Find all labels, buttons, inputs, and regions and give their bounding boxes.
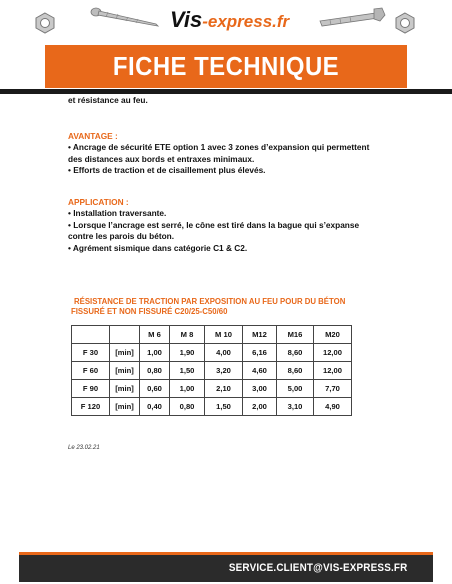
table-cell: F 30 bbox=[72, 344, 110, 362]
table-cell: [min] bbox=[110, 362, 140, 380]
footer bbox=[19, 555, 433, 582]
contact-email-link[interactable]: SERVICE.CLIENT@VIS-EXPRESS.FR bbox=[228, 562, 407, 574]
table-cell: F 120 bbox=[72, 398, 110, 416]
table-cell: 3,00 bbox=[243, 380, 277, 398]
application-line: • Agrément sismique dans catégorie C1 & C2. bbox=[68, 242, 248, 253]
table-header-row bbox=[72, 326, 352, 344]
intro-line: et résistance au feu. bbox=[68, 95, 148, 105]
table-cell: 8,60 bbox=[277, 344, 314, 362]
table-cell: 1,50 bbox=[170, 362, 205, 380]
header bbox=[0, 0, 452, 42]
header-cell: M12 bbox=[243, 326, 277, 344]
table-cell: 4,90 bbox=[314, 398, 352, 416]
table-cell: 7,70 bbox=[314, 380, 352, 398]
table-cell: F 60 bbox=[72, 362, 110, 380]
table-cell: 8,60 bbox=[277, 362, 314, 380]
table-cell: 6,16 bbox=[243, 344, 277, 362]
table-row bbox=[72, 362, 352, 380]
nut-icon bbox=[34, 12, 56, 34]
table-title-line: FISSURÉ ET NON FISSURÉ C20/25-C50/60 bbox=[71, 307, 228, 316]
header-cell: M 10 bbox=[205, 326, 243, 344]
screw-icon bbox=[90, 6, 160, 28]
table-cell: 2,00 bbox=[243, 398, 277, 416]
logo-vis-text: Vis bbox=[170, 7, 203, 32]
table-cell: 1,00 bbox=[140, 344, 170, 362]
application-heading: APPLICATION : bbox=[68, 197, 129, 207]
avantage-line: des distances aux bords et entraxes minimaux. bbox=[68, 153, 255, 164]
table-cell: 3,10 bbox=[277, 398, 314, 416]
application-line: • Installation traversante. bbox=[68, 208, 167, 218]
table-cell: 12,00 bbox=[314, 344, 352, 362]
banner-underline bbox=[0, 89, 452, 94]
table-cell: F 90 bbox=[72, 380, 110, 398]
table-cell: 0,40 bbox=[140, 398, 170, 416]
resistance-table bbox=[71, 325, 352, 416]
table-title-line: RÉSISTANCE DE TRACTION PAR EXPOSITION AU FEU POUR DU BÉTON bbox=[74, 297, 346, 306]
table-cell: 0,80 bbox=[140, 362, 170, 380]
table-cell: [min] bbox=[110, 344, 140, 362]
table-cell: 4,60 bbox=[243, 362, 277, 380]
document-date: Le 23.02.21 bbox=[68, 445, 100, 451]
table-cell: 4,00 bbox=[205, 344, 243, 362]
header-cell bbox=[110, 326, 140, 344]
header-cell: M20 bbox=[314, 326, 352, 344]
avantage-line: • Efforts de traction et de cisaillement plus élevés. bbox=[68, 165, 266, 175]
table-cell: [min] bbox=[110, 380, 140, 398]
avantage-line: • Ancrage de sécurité ETE option 1 avec 3 zones d’expansion qui permettent bbox=[68, 142, 370, 152]
table-cell: 1,50 bbox=[205, 398, 243, 416]
table-cell: 2,10 bbox=[205, 380, 243, 398]
table-cell: 1,00 bbox=[170, 380, 205, 398]
table-cell: [min] bbox=[110, 398, 140, 416]
table-cell: 12,00 bbox=[314, 362, 352, 380]
logo-express-text: -express.fr bbox=[202, 12, 290, 31]
table-cell: 3,20 bbox=[205, 362, 243, 380]
header-cell: M16 bbox=[277, 326, 314, 344]
nut-icon bbox=[394, 12, 416, 34]
table-row bbox=[72, 398, 352, 416]
header-cell: M 8 bbox=[170, 326, 205, 344]
table-row bbox=[72, 344, 352, 362]
table-row bbox=[72, 380, 352, 398]
vis-express-logo bbox=[170, 7, 289, 33]
page-title: FICHE TECHNIQUE bbox=[112, 51, 340, 81]
table-title bbox=[71, 297, 381, 317]
application-line: • Lorsque l’ancrage est serré, le cône est tiré dans la bague qui s’expanse bbox=[68, 219, 360, 230]
bolt-icon bbox=[318, 7, 386, 31]
table-cell: 0,60 bbox=[140, 380, 170, 398]
title-banner bbox=[45, 45, 407, 88]
table-cell: 1,90 bbox=[170, 344, 205, 362]
table-cell: 5,00 bbox=[277, 380, 314, 398]
header-cell: M 6 bbox=[140, 326, 170, 344]
application-line: contre les parois du béton. bbox=[68, 231, 175, 241]
avantage-heading: AVANTAGE : bbox=[68, 131, 118, 141]
table-cell: 0,80 bbox=[170, 398, 205, 416]
header-cell bbox=[72, 326, 110, 344]
